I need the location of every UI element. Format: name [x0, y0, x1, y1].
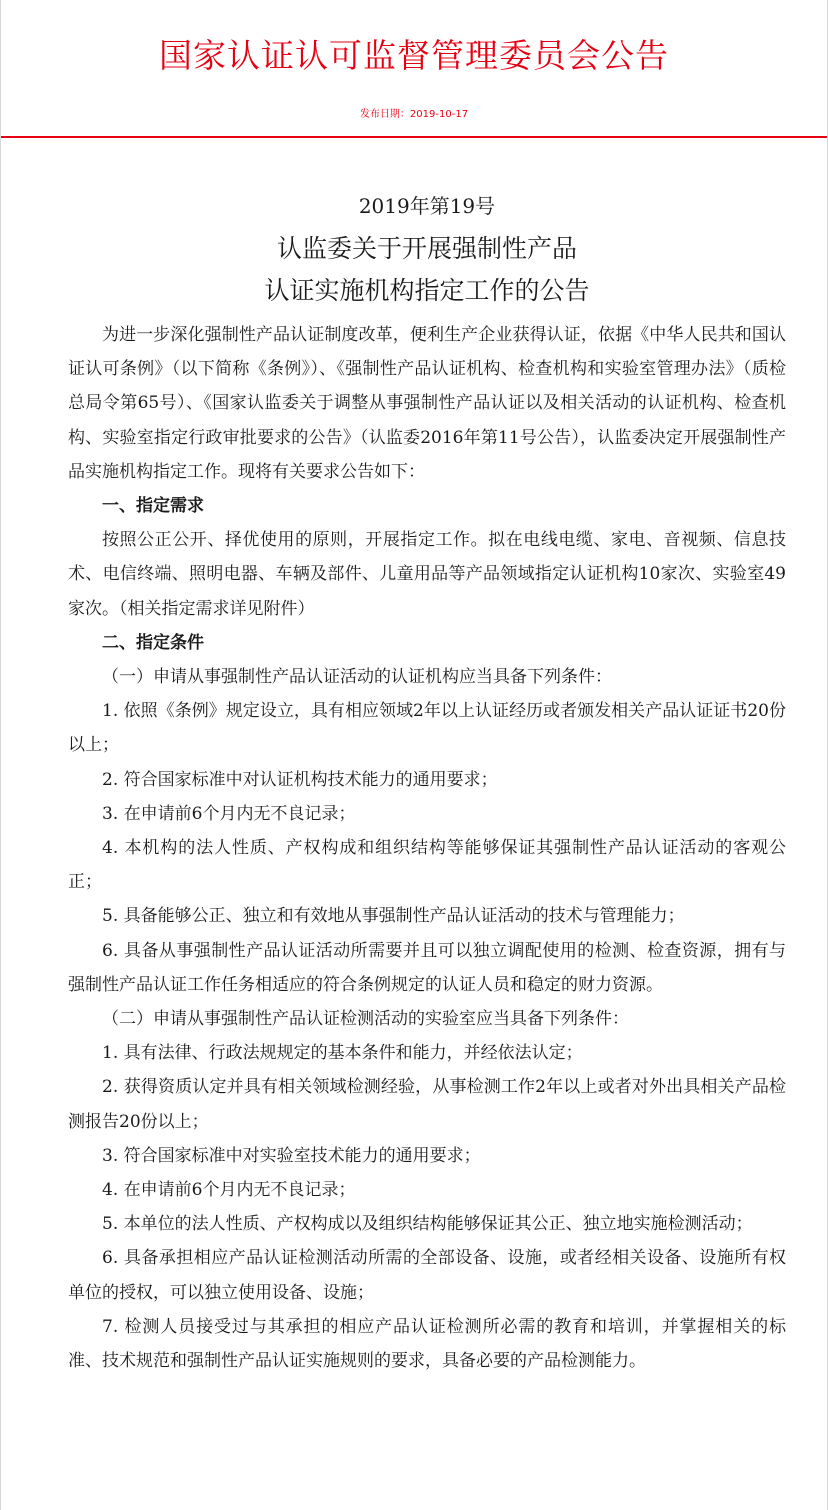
section-1-heading: 一、指定需求 — [102, 496, 204, 517]
subsection-2-heading: （二）申请从事强制性产品认证检测活动的实验室应当具备下列条件： — [102, 1009, 629, 1030]
body-text — [68, 318, 786, 1378]
publish-date: 发布日期：2019-10-17 — [359, 109, 469, 120]
list-item: 6. 具备从事强制性产品认证活动所需要并且可以独立调配使用的检测、检查资源，拥有与强制性产品认证工作任务相适应的符合条例规定的认证人员和稳定的财力资源。 — [68, 940, 786, 995]
list-item: 5. 具备能够公正、独立和有效地从事强制性产品认证活动的技术与管理能力； — [102, 906, 685, 927]
list-item: 1. 依照《条例》规定设立，具有相应领域2年以上认证经历或者颁发相关产品认证证书20份以上； — [68, 701, 786, 756]
section-2-heading: 二、指定条件 — [102, 632, 204, 653]
document-body — [0, 138, 828, 1378]
list-item: 2. 获得资质认定并具有相关领域检测经验，从事检测工作2年以上或者对外出具相关产品检测报告20份以上； — [68, 1077, 786, 1132]
header-title: 国家认证认可监督管理委员会公告 — [159, 36, 669, 75]
subsection-1-heading: （一）申请从事强制性产品认证活动的认证机构应当具备下列条件： — [102, 667, 612, 688]
document-title-line-1: 认监委关于开展强制性产品 — [276, 234, 577, 263]
document-number: 2019年第19号 — [358, 194, 496, 218]
list-item: 7. 检测人员接受过与其承担的相应产品认证检测所必需的教育和培训，并掌握相关的标准、技术规范和强制性产品认证实施规则的要求，具备必要的产品检测能力。 — [68, 1316, 786, 1372]
announcement-header — [0, 0, 828, 138]
list-item: 4. 在申请前6个月内无不良记录； — [102, 1180, 356, 1201]
list-item: 5. 本单位的法人性质、产权构成以及组织结构能够保证其公正、独立地实施检测活动； — [102, 1214, 753, 1235]
page-left-edge — [0, 0, 1, 1510]
intro-paragraph: 为进一步深化强制性产品认证制度改革，便利生产企业获得认证，依据《中华人民共和国认证认可条例》（以下简称《条例》）、《强制性产品认证机构、检查机构和实验室管理办法》（质检总局令第65号）、《国家认监委关于调整从事强制性产品认证以及相关活动的认证机构、检查机构、实验室指定行政审批要求的公告》（认监委2016年第11号公告），认监委决定开展强制性产品实施机构指定工作。现将有关要求公告如下： — [68, 325, 786, 482]
list-item: 4. 本机构的法人性质、产权构成和组织结构等能够保证其强制性产品认证活动的客观公正； — [68, 838, 786, 893]
document-title — [68, 228, 786, 312]
list-item: 3. 在申请前6个月内无不良记录； — [102, 803, 356, 824]
list-item: 1. 具有法律、行政法规规定的基本条件和能力，并经依法认定； — [102, 1043, 583, 1064]
list-item: 3. 符合国家标准中对实验室技术能力的通用要求； — [102, 1145, 481, 1166]
list-item: 6. 具备承担相应产品认证检测活动所需的全部设备、设施，或者经相关设备、设施所有权单位的授权，可以独立使用设备、设施； — [68, 1248, 786, 1303]
list-item: 2. 符合国家标准中对认证机构技术能力的通用要求； — [102, 769, 498, 790]
document-title-line-2: 认证实施机构指定工作的公告 — [264, 276, 590, 305]
section-1-paragraph: 按照公正公开、择优使用的原则，开展指定工作。拟在电线电缆、家电、音视频、信息技术、电信终端、照明电器、车辆及部件、儿童用品等产品领域指定认证机构10家次、实验室49家次。（相关指定需求详见附件） — [68, 530, 786, 619]
